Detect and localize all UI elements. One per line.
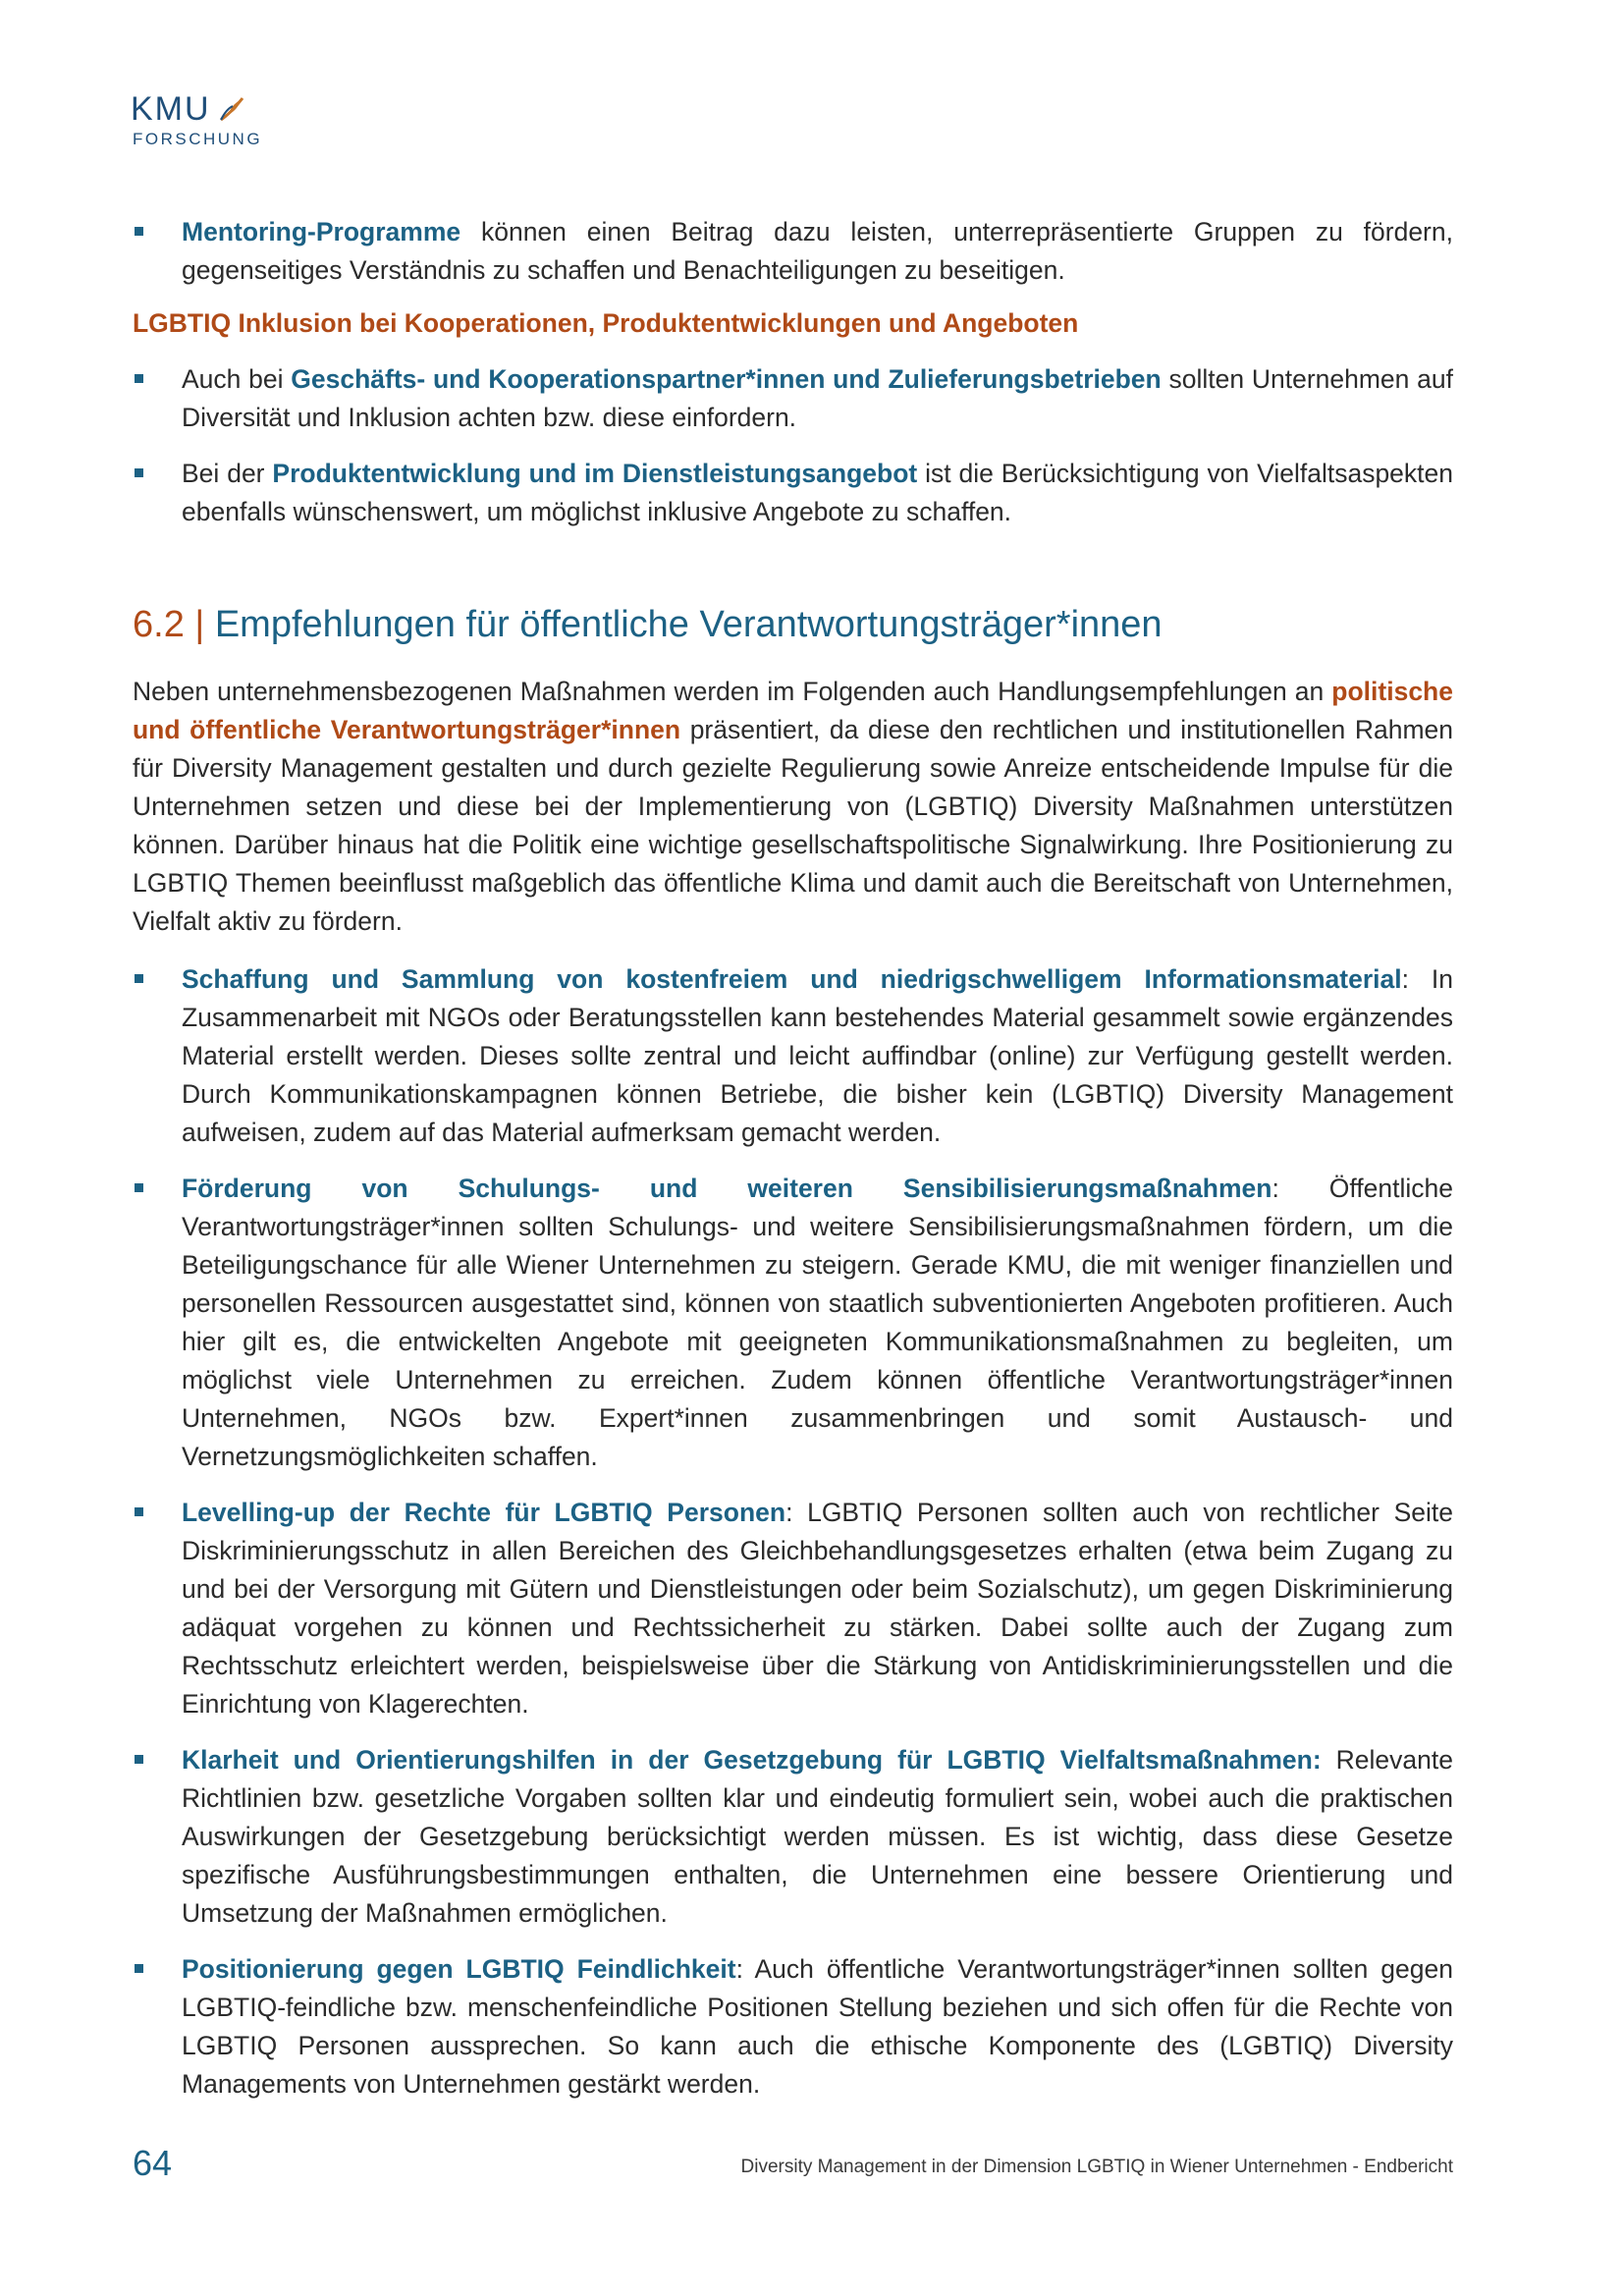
bullet-icon xyxy=(135,1755,143,1764)
bullet-highlight: Geschäfts- und Kooperationspartner*innen und Zulieferungsbetrieben xyxy=(291,364,1162,394)
intro-part2: präsentiert, da diese den rechtlichen und institutionellen Rahmen für Diversity Management gestalten und durch gezielte Regulierung sowie Anreize entscheidende Impulse für die Unternehmen setzen und diese bei der Implementierung von (LGBTIQ) Diversity Maßnahmen unterstützen können. Darüber hinaus hat die Politik eine wichtige gesellschaftspolitische Signalwirkung. Ihre Positionierung zu LGBTIQ Themen beeinflusst maßgeblich das öffentliche Klima und damit auch die Bereitschaft von Unternehmen, Vielfalt aktiv zu fördern. xyxy=(133,715,1453,936)
bullet-highlight: Mentoring-Programme xyxy=(182,217,461,246)
bullet-text: können einen Beitrag dazu leisten, unterrepräsentierte Gruppen zu fördern, gegenseitiges Verständnis zu schaffen und Benachteiligungen zu beseitigen. xyxy=(182,217,1453,285)
section-title xyxy=(133,601,1453,648)
intro-highlight: politische und öffentliche Verantwortungsträger*innen xyxy=(133,677,1453,744)
recommendation-highlight: Klarheit und Orientierungshilfen in der Gesetzgebung für LGBTIQ Vielfaltsmaßnahmen: xyxy=(182,1745,1322,1775)
section-heading xyxy=(133,601,1453,648)
bullet-icon xyxy=(135,1964,143,1973)
bullet-icon xyxy=(135,468,143,477)
inclusion-bullet-list xyxy=(133,360,1453,531)
bullet-icon xyxy=(135,227,143,236)
logo-main-text: KMU xyxy=(131,90,211,128)
list-item xyxy=(133,1494,1453,1723)
list-item xyxy=(133,213,1453,290)
top-bullet-block xyxy=(133,213,1453,307)
bullet-icon xyxy=(135,974,143,983)
kmu-forschung-logo xyxy=(131,90,268,155)
leaf-icon xyxy=(217,94,246,124)
bullet-prefix: Auch bei xyxy=(182,364,292,394)
bullet-text: sollten Unternehmen auf Diversität und Inklusion achten bzw. diese einfordern. xyxy=(182,364,1453,432)
recommendation-highlight: Levelling-up der Rechte für LGBTIQ Personen xyxy=(182,1498,786,1527)
intro-paragraph xyxy=(133,673,1453,941)
bullet-icon xyxy=(135,374,143,383)
top-bullet-list xyxy=(133,213,1453,290)
recommendation-text: : Öffentliche Verantwortungsträger*innen sollten Schulungs- und weitere Sensibilisierungsmaßnahmen fördern, um die Beteiligungschance für alle Wiener Unternehmen zu steigern. Gerade KMU, die mit weniger finanziellen und personellen Ressourcen ausgestattet sind, können von staatlich subventionierten Angeboten profitieren. Auch hier gilt es, die entwickelten Angebote mit geeigneten Kommunikationsmaßnahmen zu begleiten, um möglichst viele Unternehmen zu erreichen. Zudem können öffentliche Verantwortungsträger*innen Unternehmen, NGOs bzw. Expert*innen zusammenbringen und somit Austausch- und Vernetzungsmöglichkeiten schaffen. xyxy=(182,1174,1453,1471)
inclusion-block xyxy=(133,304,1453,549)
bullet-text: ist die Berücksichtigung von Vielfaltsaspekten ebenfalls wünschenswert, um möglichst inklusive Angebote zu schaffen. xyxy=(182,459,1454,526)
footer-title: Diversity Management in der Dimension LGBTIQ in Wiener Unternehmen - Endbericht xyxy=(740,2157,1453,2177)
recommendations-list xyxy=(133,960,1453,2104)
page-number: 64 xyxy=(133,2143,173,2183)
recommendation-text: : LGBTIQ Personen sollten auch von rechtlicher Seite Diskriminierungsschutz in allen Bereichen des Gleichbehandlungsgesetzes erhalten (etwa beim Zugang zu und bei der Versorgung mit Gütern und Dienstleistungen oder beim Sozialschutz), um gegen Diskriminierung adäquat vorgehen zu können und Rechtssicherheit zu stärken. Dabei sollte auch der Zugang zum Rechtsschutz erleichtert werden, beispielsweise über die Stärkung von Antidiskriminierungsstellen und die Einrichtung von Klagerechten. xyxy=(182,1498,1453,1719)
recommendation-highlight: Förderung von Schulungs- und weiteren Sensibilisierungsmaßnahmen xyxy=(182,1174,1272,1203)
recommendation-text: : Auch öffentliche Verantwortungsträger*innen sollten gegen LGBTIQ-feindliche bzw. menschenfeindliche Positionen Stellung beziehen und sich offen für die Rechte von LGBTIQ Personen aussprechen. So kann auch die ethische Komponente des (LGBTIQ) Diversity Managements von Unternehmen gestärkt werden. xyxy=(182,1954,1453,2099)
recommendation-text: : In Zusammenarbeit mit NGOs oder Beratungsstellen kann bestehendes Material gesammelt sowie ergänzendes Material erstellt werden. Dieses sollte zentral und leicht auffindbar (online) zur Verfügung gestellt werden. Durch Kommunikationskampagnen können Betriebe, die bisher kein (LGBTIQ) Diversity Management aufweisen, zudem auf das Material aufmerksam gemacht werden. xyxy=(182,964,1453,1147)
list-item xyxy=(133,1170,1453,1476)
bullet-icon xyxy=(135,1183,143,1192)
recommendation-highlight: Positionierung gegen LGBTIQ Feindlichkeit xyxy=(182,1954,736,1984)
list-item xyxy=(133,1741,1453,1933)
intro-part1: Neben unternehmensbezogenen Maßnahmen werden im Folgenden auch Handlungsempfehlungen an xyxy=(133,677,1332,706)
subheading: LGBTIQ Inklusion bei Kooperationen, Produktentwicklungen und Angeboten xyxy=(133,308,1079,338)
list-item xyxy=(133,360,1453,437)
logo-sub-text: FORSCHUNG xyxy=(133,130,263,148)
list-item xyxy=(133,960,1453,1152)
list-item xyxy=(133,455,1453,531)
list-item xyxy=(133,1950,1453,2104)
bullet-prefix: Bei der xyxy=(182,459,273,488)
bullet-icon xyxy=(135,1507,143,1516)
bullet-highlight: Produktentwicklung und im Dienstleistungsangebot xyxy=(272,459,918,488)
section-number: 6.2 | xyxy=(133,604,205,645)
recommendation-text: Relevante Richtlinien bzw. gesetzliche Vorgaben sollten klar und eindeutig formuliert sein, wobei auch die praktischen Auswirkungen der Gesetzgebung berücksichtigt werden müssen. Es ist wichtig, dass diese Gesetze spezifische Ausführungsbestimmungen enthalten, die Unternehmen eine bessere Orientierung und Umsetzung der Maßnahmen ermöglichen. xyxy=(182,1745,1453,1928)
recommendations-block xyxy=(133,960,1453,2121)
section-title-text: Empfehlungen für öffentliche Verantwortungsträger*innen xyxy=(214,604,1163,645)
intro-block xyxy=(133,673,1453,941)
recommendation-highlight: Schaffung und Sammlung von kostenfreiem und niedrigschwelligem Informationsmaterial xyxy=(182,964,1402,994)
